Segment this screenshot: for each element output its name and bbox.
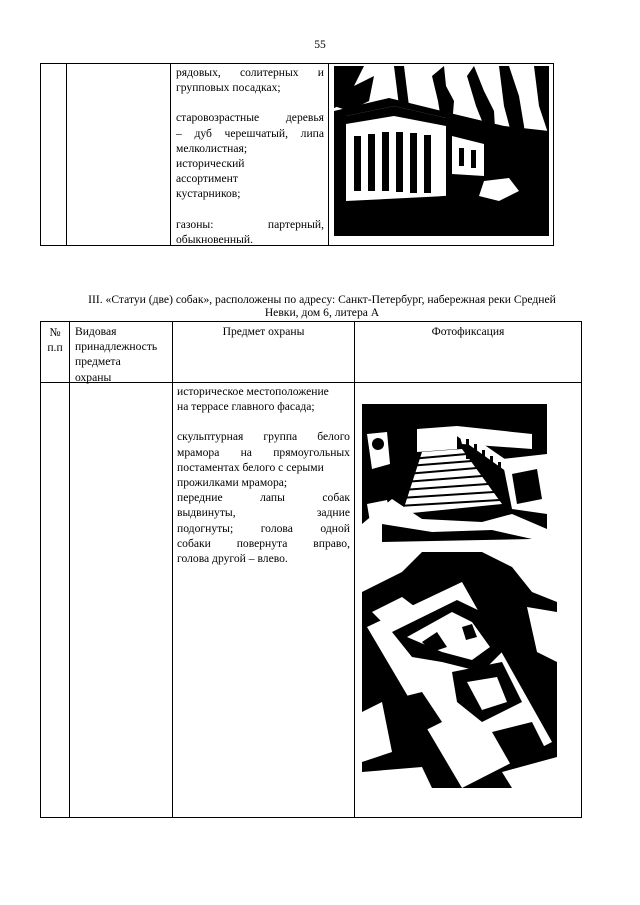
- column-header-type-line: принадлежность: [75, 340, 158, 354]
- landscape-subject-word: солитерных: [239, 66, 299, 79]
- landscape-subject-line: [176, 217, 324, 232]
- statues-subject-line: [177, 429, 350, 444]
- statues-subject-word: вправо,: [313, 536, 350, 550]
- statues-subject-word: лапы: [260, 491, 285, 505]
- statues-subject-word: постаментах белого с серыми: [177, 460, 324, 474]
- paragraph-gap: [177, 414, 350, 429]
- statues-subject-line: [177, 399, 350, 414]
- statues-subject-line: [177, 384, 350, 399]
- landscape-subject-word: газоны:: [176, 217, 214, 231]
- landscape-subject-line: [176, 186, 324, 201]
- landscape-subject-cell: [176, 65, 324, 247]
- statues-subject-word: выдвинуты,: [177, 506, 236, 520]
- section-heading-line-2: Невки, дом 6, литера А: [264, 306, 380, 319]
- landscape-subject-word: исторический: [176, 156, 245, 170]
- statues-subject-word: одной: [320, 521, 350, 535]
- statues-subject-cell: [177, 384, 350, 566]
- page-number: 55: [314, 38, 326, 51]
- landscape-subject-line: [176, 126, 324, 141]
- landscape-subject-word: старовозрастные: [176, 111, 260, 125]
- statues-subject-word: повернута: [236, 536, 288, 550]
- landscape-subject-word: кустарников;: [176, 187, 241, 201]
- landscape-subject-word: черешчатый,: [224, 126, 289, 140]
- landscape-subject-line: [176, 141, 324, 156]
- statues-subject-word: на: [240, 445, 252, 459]
- dog-statue-photo: [362, 552, 557, 788]
- landscape-subject-line: [176, 156, 324, 171]
- landscape-subject-word: деревья: [285, 111, 324, 125]
- statues-subject-word: группа: [263, 430, 298, 444]
- column-header-type-line: предмета: [75, 355, 121, 369]
- column-header-type: [75, 324, 172, 385]
- statues-subject-word: скульптурная: [177, 430, 244, 444]
- landscape-table-type-cell: [67, 64, 170, 245]
- landscape-subject-word: мелколистная;: [176, 141, 248, 155]
- paragraph-gap: [176, 95, 324, 110]
- column-header-subject: Предмет охраны: [222, 325, 305, 338]
- paragraph-gap: [176, 202, 324, 217]
- statues-subject-line: [177, 536, 350, 551]
- statues-subject-line: [177, 551, 350, 566]
- statues-subject-word: историческое местоположение: [177, 385, 329, 398]
- landscape-table-number-cell: [41, 64, 66, 245]
- landscape-subject-line: [176, 110, 324, 125]
- landscape-subject-word: рядовых,: [176, 66, 221, 79]
- statues-subject-word: голова: [260, 521, 293, 535]
- section-heading: [42, 293, 602, 319]
- column-header-photo: Фотофиксация: [431, 325, 505, 338]
- statues-subject-line: [177, 490, 350, 505]
- landscape-subject-line: [176, 65, 324, 80]
- landscape-subject-word: партерный,: [267, 217, 324, 231]
- column-header-number: [41, 325, 69, 355]
- landscape-subject-word: групповых посадках;: [176, 81, 281, 95]
- landscape-subject-line: [176, 232, 324, 247]
- column-header-type-line: Видовая: [75, 325, 117, 338]
- statues-table: [40, 321, 582, 818]
- park-photo: [334, 66, 549, 236]
- landscape-subject-word: обыкновенный.: [176, 232, 253, 246]
- statues-subject-line: [177, 521, 350, 536]
- statues-subject-line: [177, 505, 350, 520]
- statues-subject-word: белого: [317, 430, 350, 444]
- landscape-subject-word: липа: [300, 126, 324, 140]
- statues-subject-word: прямоугольных: [273, 445, 350, 459]
- landscape-subject-word: дуб: [194, 126, 212, 140]
- statues-subject-word: голова другой – влево.: [177, 551, 288, 565]
- staircase-photo: [362, 404, 547, 544]
- column-header-number-line: №: [49, 326, 61, 339]
- statues-subject-line: [177, 460, 350, 475]
- landscape-subject-word: ассортимент: [176, 172, 238, 186]
- statues-subject-line: [177, 475, 350, 490]
- landscape-subject-line: [176, 80, 324, 95]
- landscape-subject-word: –: [176, 126, 182, 140]
- statues-subject-word: мрамора: [177, 445, 220, 459]
- column-header-number-line: п.п: [47, 341, 63, 355]
- landscape-table: [40, 63, 554, 246]
- statues-subject-word: собак: [322, 491, 350, 505]
- column-header-type-line: охраны: [75, 370, 112, 384]
- statues-subject-word: прожилками мрамора;: [177, 475, 288, 489]
- statues-subject-word: передние: [177, 491, 223, 505]
- statues-subject-word: подогнуты;: [177, 521, 234, 535]
- landscape-subject-word: и: [317, 66, 324, 79]
- statues-subject-word: собаки: [177, 536, 211, 550]
- statues-subject-word: задние: [316, 506, 350, 520]
- section-heading-line-1: III. «Статуи (две) собак», расположены по адресу: Санкт-Петербург, набережная реки Средней: [88, 293, 556, 306]
- statues-subject-line: [177, 445, 350, 460]
- statues-subject-word: на террасе главного фасада;: [177, 400, 315, 414]
- landscape-subject-line: [176, 171, 324, 186]
